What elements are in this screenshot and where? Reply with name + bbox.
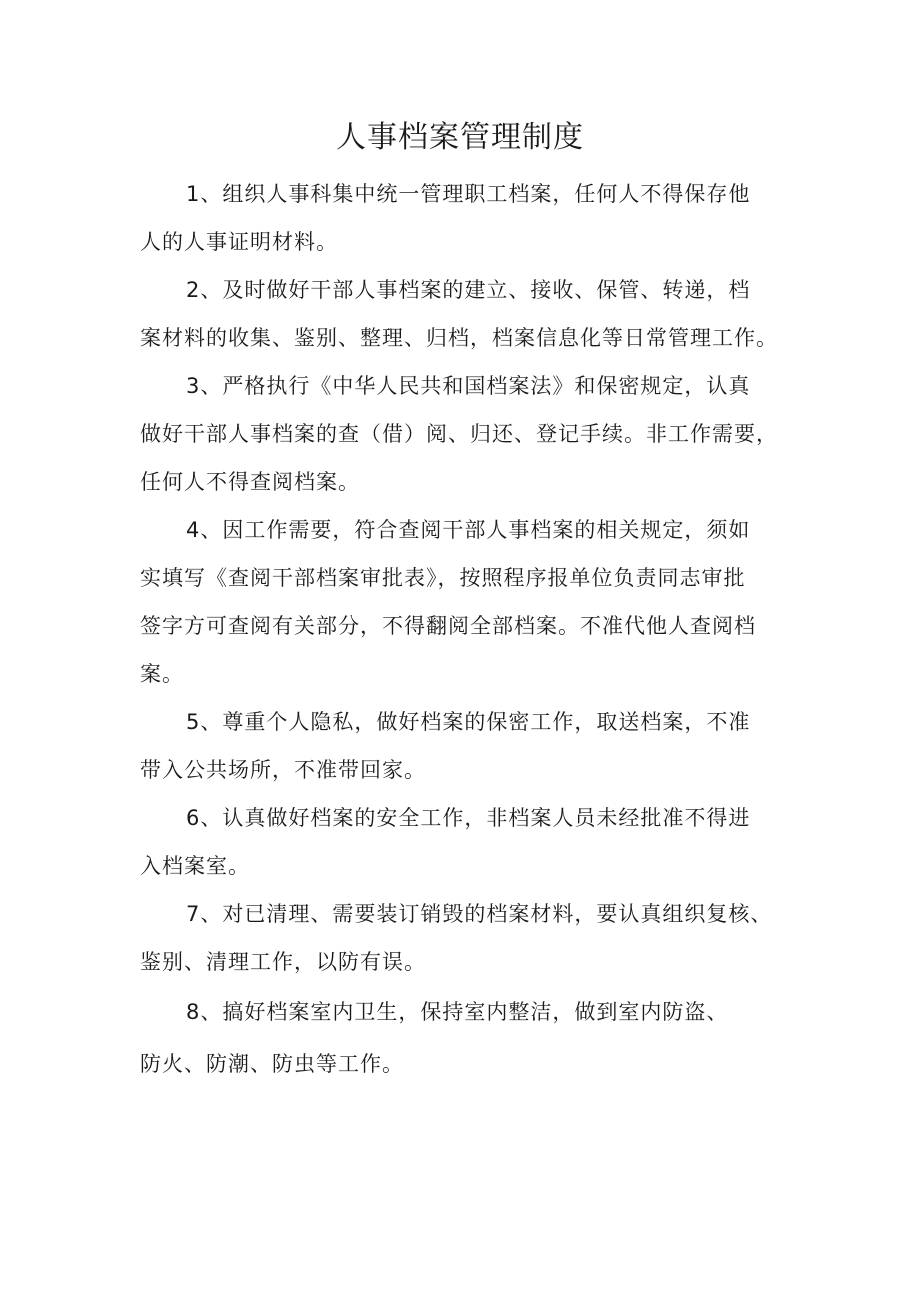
paragraph-4-line-3: 签字方可查阅有关部分，不得翻阅全部档案。不准代他人查阅档	[140, 614, 756, 638]
paragraph-5	[140, 698, 795, 794]
paragraph-4-line-2: 实填写《查阅干部档案审批表》，按照程序报单位负责同志审批	[140, 566, 746, 590]
paragraph-7	[140, 890, 795, 986]
paragraph-1-line-2: 人的人事证明材料。	[140, 230, 338, 254]
paragraph-6	[140, 794, 795, 890]
paragraph-5-line-1: 5、尊重个人隐私，做好档案的保密工作，取送档案，不准	[186, 710, 751, 734]
paragraph-2-line-1: 2、及时做好干部人事档案的建立、接收、保管、转递，档	[186, 278, 751, 302]
paragraph-3-line-2: 做好干部人事档案的查（借）阅、归还、登记手续。非工作需要，	[140, 422, 778, 446]
paragraph-3	[140, 362, 795, 506]
paragraph-6-line-1: 6、认真做好档案的安全工作，非档案人员未经批准不得进	[186, 806, 751, 830]
paragraph-1-line-1: 1、组织人事科集中统一管理职工档案，任何人不得保存他	[186, 182, 751, 206]
paragraph-3-line-3: 任何人不得查阅档案。	[140, 470, 360, 494]
paragraph-4-line-4: 案。	[140, 662, 184, 686]
paragraph-6-line-2: 入档案室。	[140, 854, 250, 878]
paragraph-3-line-1: 3、严格执行《中华人民共和国档案法》和保密规定，认真	[186, 374, 751, 398]
paragraph-8-line-2: 防火、防潮、防虫等工作。	[140, 1052, 404, 1076]
page-title: 人事档案管理制度	[336, 120, 584, 155]
paragraph-2-line-2: 案材料的收集、鉴别、整理、归档，档案信息化等日常管理工作。	[140, 326, 778, 350]
paragraph-4-line-1: 4、因工作需要，符合查阅干部人事档案的相关规定，须如	[186, 518, 751, 542]
paragraph-7-line-2: 鉴别、清理工作，以防有误。	[140, 950, 426, 974]
paragraph-8-line-1: 8、搞好档案室内卫生，保持室内整洁，做到室内防盗、	[186, 1000, 729, 1024]
paragraph-1	[140, 170, 795, 266]
paragraph-2	[140, 266, 795, 362]
paragraph-8	[140, 988, 795, 1088]
paragraph-5-line-2: 带入公共场所，不准带回家。	[140, 758, 426, 782]
paragraph-4	[140, 506, 795, 698]
paragraph-7-line-1: 7、对已清理、需要装订销毁的档案材料，要认真组织复核、	[186, 902, 773, 926]
